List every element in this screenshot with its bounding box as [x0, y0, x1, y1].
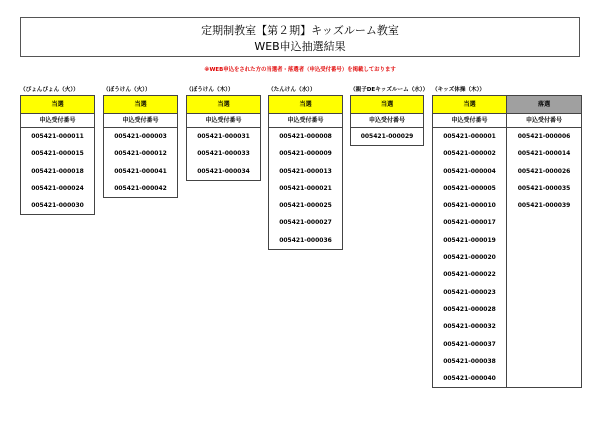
winner-status-label: 当選	[187, 96, 260, 114]
application-number: 005421-000038	[443, 357, 496, 365]
winner-status-label: 当選	[433, 96, 506, 114]
application-number: 005421-000017	[443, 219, 496, 227]
winners-table	[186, 95, 261, 181]
application-number: 005421-000025	[279, 202, 332, 210]
application-number: 005421-000035	[517, 184, 571, 192]
application-number: 005421-000028	[443, 305, 496, 313]
application-number: 005421-000024	[31, 184, 84, 192]
application-number: 005421-000001	[443, 133, 496, 140]
class-column	[103, 86, 178, 198]
class-column	[432, 86, 582, 388]
application-number: 005421-000032	[443, 323, 496, 331]
number-header: 申込受付番号	[104, 114, 177, 128]
class-column	[20, 86, 95, 215]
application-number: 005421-000021	[279, 184, 332, 192]
winners-table	[268, 95, 343, 250]
application-number: 005421-000002	[443, 150, 496, 158]
application-number: 005421-000036	[279, 236, 332, 244]
application-number: 005421-000008	[279, 133, 332, 140]
application-number: 005421-000005	[443, 184, 496, 192]
winner-status-label: 当選	[104, 96, 177, 114]
title-box	[20, 17, 580, 57]
class-name: （キッズ体操（木））	[432, 87, 486, 93]
application-number: 005421-000034	[197, 167, 250, 175]
winner-status-label: 当選	[269, 96, 342, 114]
number-header: 申込受付番号	[433, 114, 506, 128]
class-column	[350, 86, 428, 146]
number-header: 申込受付番号	[21, 114, 94, 128]
notice-text: ※WEB申込をされた方の当選者・落選者（申込受付番号）を掲載しております	[204, 67, 396, 73]
application-number: 005421-000041	[114, 167, 167, 175]
application-number: 005421-000014	[517, 150, 571, 158]
application-number: 005421-000023	[443, 288, 496, 296]
application-number: 005421-000018	[31, 167, 84, 175]
application-number: 005421-000013	[279, 167, 332, 175]
winners-table	[350, 95, 424, 146]
application-number: 005421-000011	[31, 133, 84, 140]
application-number: 005421-000031	[197, 133, 250, 140]
application-number: 005421-000037	[443, 340, 496, 348]
application-number: 005421-000010	[443, 202, 496, 210]
class-name: （たんけん（水））	[268, 87, 316, 93]
class-name: （ぴょんぴょん（火））	[20, 87, 79, 93]
application-number: 005421-000003	[114, 133, 167, 140]
application-number: 005421-000040	[443, 375, 496, 383]
number-header: 申込受付番号	[351, 114, 423, 128]
number-header: 申込受付番号	[507, 114, 581, 128]
class-column	[268, 86, 343, 250]
application-number: 005421-000022	[443, 271, 496, 279]
application-number: 005421-000004	[443, 167, 496, 175]
number-header: 申込受付番号	[269, 114, 342, 128]
loser-status-label: 落選	[507, 96, 581, 114]
class-name: （ぼうけん（木））	[186, 87, 234, 93]
class-name: （ぼうけん（火））	[103, 87, 151, 93]
application-number: 005421-000012	[114, 150, 167, 158]
application-number: 005421-000009	[279, 150, 332, 158]
page-subtitle: WEB申込抽選結果	[254, 40, 346, 53]
winners-table	[103, 95, 178, 198]
application-number: 005421-000033	[197, 150, 250, 158]
application-number: 005421-000006	[517, 133, 571, 140]
class-name: （親子DEキッズルーム（水））	[350, 87, 429, 93]
page-title: 定期制教室【第２期】キッズルーム教室	[201, 24, 399, 37]
class-column	[186, 86, 261, 181]
application-number: 005421-000020	[443, 254, 496, 262]
winner-status-label: 当選	[351, 96, 423, 114]
application-number: 005421-000030	[31, 202, 84, 210]
application-number: 005421-000042	[114, 184, 167, 192]
losers-table	[507, 95, 582, 388]
application-number: 005421-000026	[517, 167, 571, 175]
application-number: 005421-000015	[31, 150, 84, 158]
application-number: 005421-000027	[279, 219, 332, 227]
winner-status-label: 当選	[21, 96, 94, 114]
application-number: 005421-000029	[360, 133, 414, 140]
results-pair	[432, 95, 582, 388]
winners-table	[20, 95, 95, 215]
application-number: 005421-000039	[517, 202, 571, 210]
number-header: 申込受付番号	[187, 114, 260, 128]
application-number: 005421-000019	[443, 236, 496, 244]
winners-table	[432, 95, 507, 388]
